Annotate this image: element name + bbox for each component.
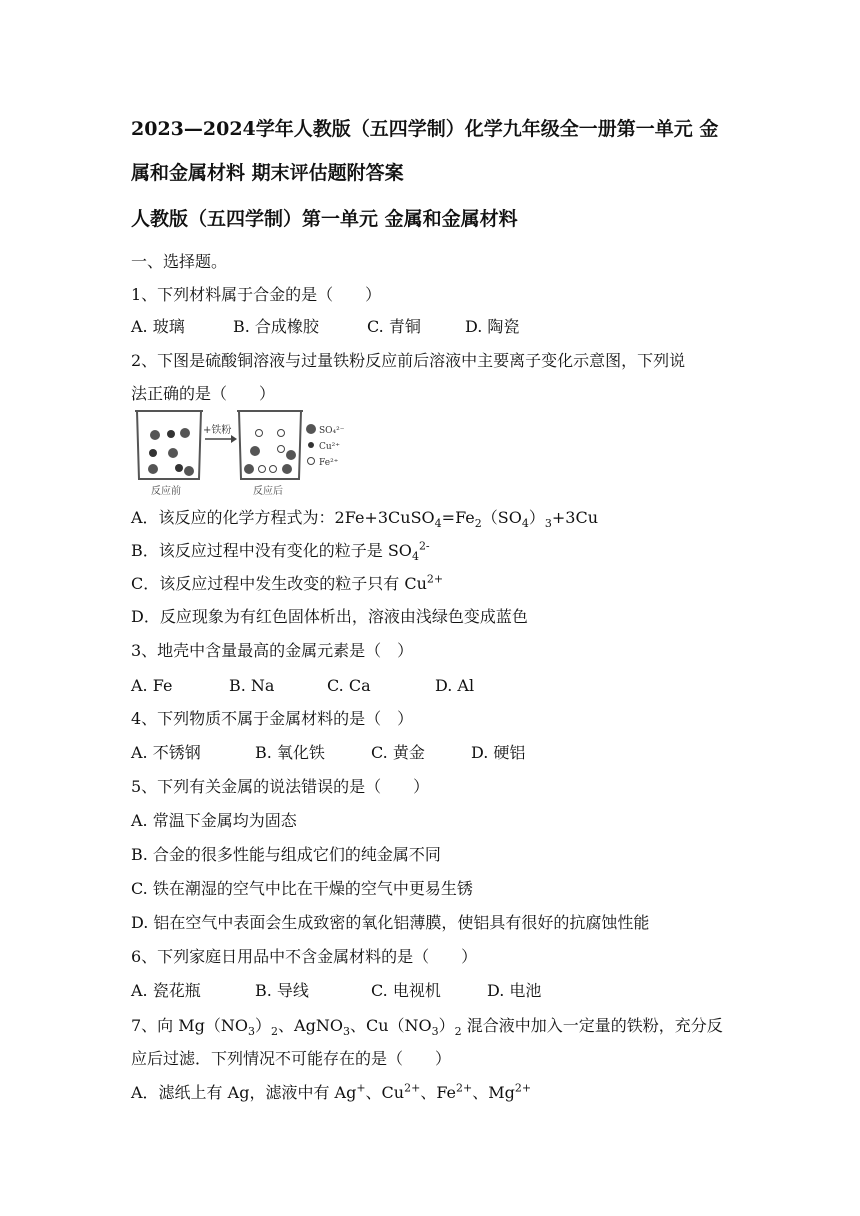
reagent-label: +铁粉 (203, 425, 232, 436)
reaction-diagram (131, 405, 371, 497)
before-label: 反应前 (151, 486, 181, 497)
question-5-option-d: D. 铝在空气中表面会生成致密的氧化铝薄膜，使铝具有很好的抗腐蚀性能 (131, 913, 650, 932)
question-2-option-a: A．该反应的化学方程式为：$2Fe+3CuSO_4=Fe_2(SO_4)_3+3Cu$ (131, 508, 599, 531)
question-5-stem: 5、下列有关金属的说法错误的是（ ） (131, 777, 430, 796)
question-2-option-d: D．反应现象为有红色固体析出，溶液由浅绿色变成蓝色 (131, 607, 528, 626)
option-a: A. 不锈钢 (131, 743, 201, 762)
option-d: D. 硬铝 (471, 743, 526, 762)
option-c: C. 青铜 (367, 317, 421, 336)
beaker-after-icon (237, 411, 303, 479)
option-d: D. 陶瓷 (465, 317, 520, 336)
document-title-line1: 2023—2024学年人教版（五四学制）化学九年级全一册第一单元 金 (131, 118, 719, 140)
question-2-stem-line2: 法正确的是（ ） (131, 384, 276, 403)
question-7-stem-line1: 7、向 $Mg(NO_3)_2$、AgNO$_3$、$Cu(NO_3)_2$ 混合液中加入一定量的铁粉，充分反 (131, 1016, 723, 1039)
option-a: A. 瓷花瓶 (131, 981, 201, 1000)
legend-iron: Fe²⁺ (319, 458, 339, 468)
legend-copper: Cu²⁺ (319, 442, 341, 452)
option-d: D. 电池 (487, 981, 542, 1000)
question-2-option-c: C．该反应过程中发生改变的粒子只有 $Cu^{2+}$ (131, 572, 444, 593)
question-5-option-a: A. 常温下金属均为固态 (131, 811, 297, 830)
question-5-option-c: C. 铁在潮湿的空气中比在干燥的空气中更易生锈 (131, 879, 473, 898)
option-c: C. 黄金 (371, 743, 425, 762)
question-5-option-b: B. 合金的很多性能与组成它们的纯金属不同 (131, 845, 441, 864)
option-b: B. 合成橡胶 (233, 317, 319, 336)
question-4-stem: 4、下列物质不属于金属材料的是（ ） (131, 709, 414, 728)
question-6-stem: 6、下列家庭日用品中不含金属材料的是（ ） (131, 947, 478, 966)
legend-sulfate: SO₄²⁻ (319, 426, 345, 436)
beaker-before-icon (135, 411, 203, 479)
option-b: B. Na (229, 676, 275, 695)
option-d: D. Al (435, 676, 475, 695)
option-b: B. 氧化铁 (255, 743, 325, 762)
question-3-stem: 3、地壳中含量最高的金属元素是（ ） (131, 641, 414, 660)
question-7-option-a: A．滤纸上有 Ag，滤液中有 Ag+、$Cu^{2+}$、$Fe^{2+}$、$Mg^{2+}$ (131, 1081, 532, 1102)
document-title-line2: 属和金属材料 期末评估题附答案 (131, 162, 404, 184)
question-1-stem: 1、下列材料属于合金的是（ ） (131, 285, 382, 304)
option-b: B. 导线 (255, 981, 309, 1000)
question-2-option-b: B．该反应过程中没有变化的粒子是 $SO_4^{2-}$ (131, 539, 430, 564)
unit-subtitle: 人教版（五四学制）第一单元 金属和金属材料 (131, 208, 518, 230)
after-label: 反应后 (253, 486, 283, 497)
option-c: C. Ca (327, 676, 371, 695)
option-c: C. 电视机 (371, 981, 441, 1000)
option-a: A. 玻璃 (131, 317, 185, 336)
option-a: A. Fe (131, 676, 173, 695)
section-heading: 一、选择题。 (131, 252, 228, 271)
question-2-stem-line1: 2、下图是硫酸铜溶液与过量铁粉反应前后溶液中主要离子变化示意图，下列说 (131, 351, 686, 370)
question-7-stem-line2: 应后过滤．下列情况不可能存在的是（ ） (131, 1049, 452, 1068)
